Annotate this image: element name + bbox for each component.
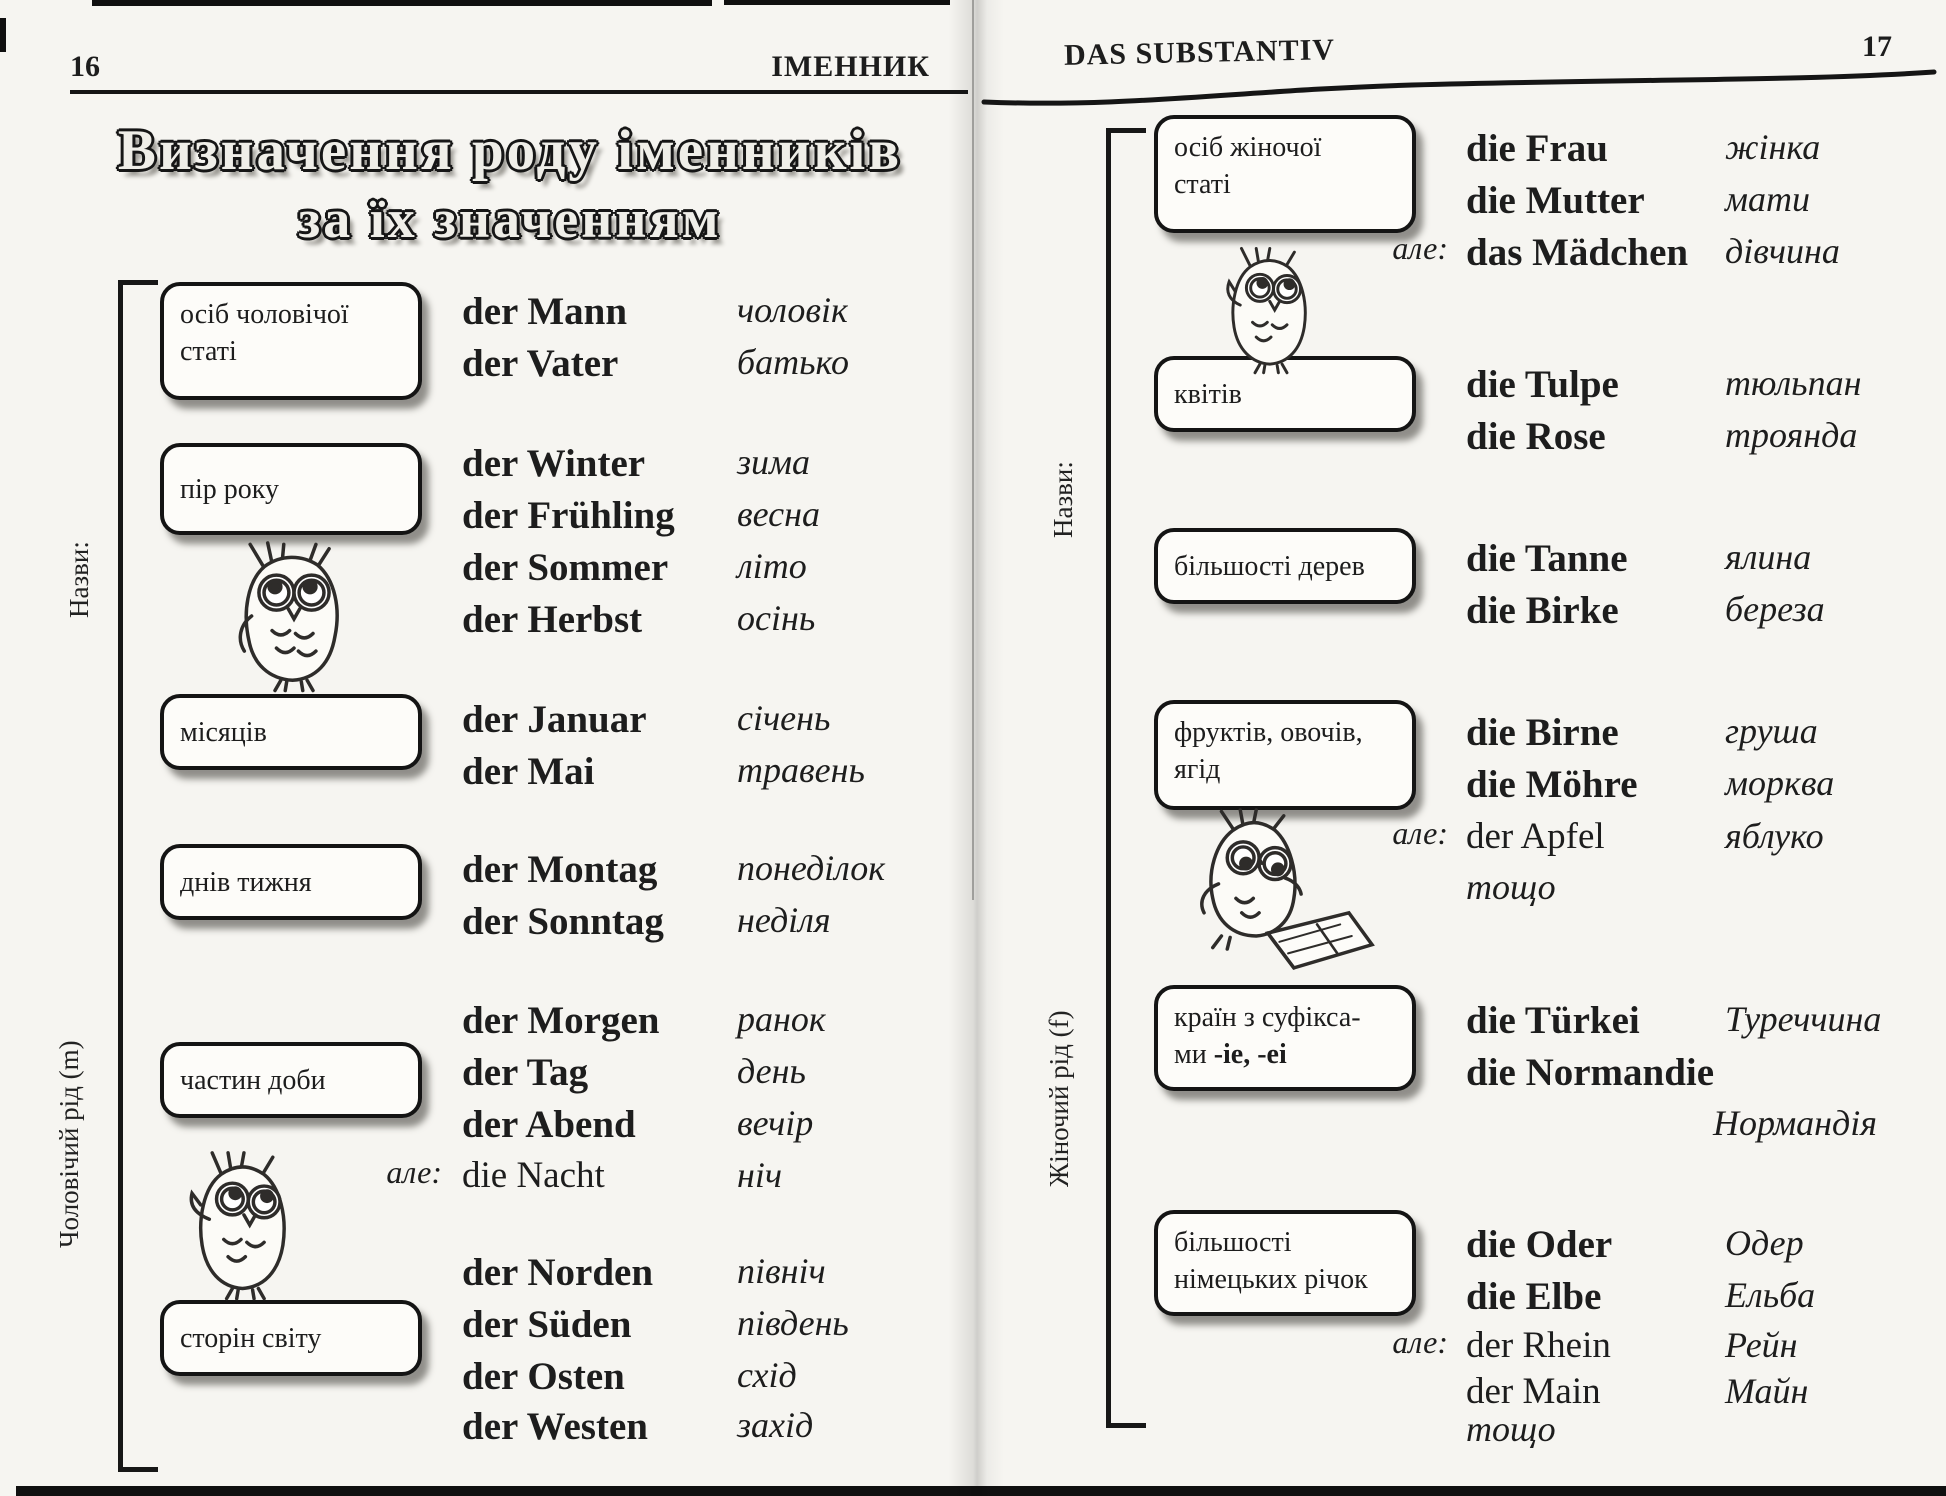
entry-row-exception: але: die Nacht ніч bbox=[462, 1154, 605, 1204]
entry-row: der Main Майн bbox=[1466, 1371, 1809, 1412]
masculine-bracket bbox=[118, 280, 123, 1472]
entry-row: die Elbe Ельба bbox=[1466, 1275, 1816, 1318]
box-label: статі bbox=[180, 336, 237, 367]
box-label: сторін світу bbox=[180, 1323, 322, 1354]
names-label-left: Назви: bbox=[64, 541, 94, 618]
entry-row: die Normandie bbox=[1466, 1051, 1715, 1094]
entry-row: der Westen захід bbox=[462, 1405, 814, 1448]
exception-label: але: bbox=[1392, 230, 1448, 266]
category-box-fruits bbox=[1154, 700, 1416, 810]
entry-row: die Mutter мати bbox=[1466, 179, 1810, 222]
box-label: осіб чоловічої bbox=[180, 299, 349, 330]
entry-row-exception: але: der Rhein Рейн bbox=[1466, 1324, 1611, 1374]
entry-row: die Oder Одер bbox=[1466, 1223, 1804, 1266]
owl-illustration bbox=[175, 1150, 310, 1300]
entry-row: der Frühling весна bbox=[462, 494, 820, 537]
entry-row: die Frau жінка bbox=[1466, 127, 1821, 170]
entry-row: die Tulpe тюльпан bbox=[1466, 363, 1862, 406]
page-number-left: 16 bbox=[70, 50, 100, 83]
exception-label: але: bbox=[386, 1154, 442, 1190]
box-label: ми bbox=[1174, 1039, 1214, 1070]
category-box-trees bbox=[1154, 528, 1416, 604]
box-label: країн з суфікса- bbox=[1174, 1002, 1361, 1033]
entry-row: der Osten схід bbox=[462, 1355, 797, 1398]
box-label: статі bbox=[1174, 169, 1231, 200]
box-label: днів тижня bbox=[180, 867, 312, 898]
page-number-right: 17 bbox=[1862, 30, 1892, 63]
entry-row: der Morgen ранок bbox=[462, 999, 826, 1042]
category-box-seasons bbox=[160, 443, 422, 535]
category-box-female-persons bbox=[1154, 115, 1416, 233]
entry-row: der Tag день bbox=[462, 1051, 806, 1094]
names-label-right: Назви: bbox=[1048, 461, 1078, 538]
box-label: більшості bbox=[1174, 1227, 1292, 1258]
page-title-line1: Визначення роду іменників bbox=[117, 119, 903, 182]
entry-row: der Herbst осінь bbox=[462, 598, 816, 641]
owl-illustration bbox=[1212, 246, 1330, 374]
entry-row: die Birke береза bbox=[1466, 589, 1825, 632]
category-box-countries bbox=[1154, 985, 1416, 1091]
entry-row: der Abend вечір bbox=[462, 1103, 814, 1146]
category-box-daytimes bbox=[160, 1042, 422, 1118]
entry-row: der Vater батько bbox=[462, 342, 849, 385]
scan-edge-top bbox=[92, 0, 712, 6]
scan-edge-top-2 bbox=[724, 0, 950, 5]
gender-label-masculine: Чоловічий рід (m) bbox=[54, 1040, 84, 1248]
header-rule-right bbox=[982, 66, 1938, 110]
owl-reading-illustration bbox=[1178, 808, 1388, 980]
book-spread: 16 ІМЕННИК Визначення роду іменників за їх значенням Назви: Чоловічий рід (m) осіб чоловічої статі пір року місяців днів тижня частин доби сторін світу der Mann чоловік der Vater батько der Winter зима der Frühling весна der Sommer літо der Herbst осінь der Januar січень der Mai травень der Montag понеділок der Sonntag неділя der Morgen ранок der Tag день der Abend вечір але: die Nacht ніч der Norden північ der Süden південь der Osten схід der Westen захід DAS SUBSTANTIV 17 Назви: Жіночий рід (f) осіб жіночої статі квітів більшості дерев фруктів, овочів, ягід країн з суфікса- ми -ie, -ei більшості німецьких річок die Frau жінка die Mutter мати але: das Mädchen дівчина die Tulpe тюльпан die Rose троянда die Tanne ялина die Birke береза die Birne груша die Möhre морква але: der Apfel яблуко тощо die Türkei Туреччина die Normandie Нормандія die Oder Одер die Elbe Ельба але: der Rhein Рейн der Main Майн тощо bbox=[0, 0, 1946, 1496]
category-box-rivers bbox=[1154, 1210, 1416, 1316]
exception-label: але: bbox=[1392, 815, 1448, 851]
entry-row: die Möhre морква bbox=[1466, 763, 1835, 806]
category-box-male-persons bbox=[160, 282, 422, 400]
box-label: місяців bbox=[180, 717, 267, 748]
category-box-months bbox=[160, 694, 422, 770]
scan-edge-left bbox=[0, 18, 6, 52]
entry-row-etc: тощо bbox=[1466, 1409, 1556, 1449]
header-rule-left bbox=[70, 90, 968, 94]
running-head-right: DAS SUBSTANTIV bbox=[1063, 33, 1336, 72]
box-label: ягід bbox=[1174, 754, 1221, 785]
entry-row: der Mai травень bbox=[462, 750, 865, 793]
feminine-bracket-top-tick bbox=[1106, 128, 1146, 133]
box-label: пір року bbox=[180, 474, 279, 505]
category-box-directions bbox=[160, 1300, 422, 1376]
box-label: частин доби bbox=[180, 1065, 326, 1096]
page-title-line2: за їх значенням bbox=[298, 189, 722, 249]
exception-label: але: bbox=[1392, 1324, 1448, 1360]
entry-row: der Sommer літо bbox=[462, 546, 807, 589]
entry-row: der Januar січень bbox=[462, 698, 831, 741]
entry-row: die Birne груша bbox=[1466, 711, 1818, 754]
masculine-bracket-bottom-tick bbox=[118, 1467, 158, 1472]
gender-label-feminine: Жіночий рід (f) bbox=[1044, 1010, 1074, 1187]
category-box-weekdays bbox=[160, 844, 422, 920]
owl-illustration bbox=[228, 540, 360, 692]
feminine-bracket bbox=[1106, 128, 1111, 1428]
box-label: квітів bbox=[1174, 379, 1242, 410]
box-label: німецьких річок bbox=[1174, 1264, 1368, 1295]
masculine-bracket-top-tick bbox=[118, 280, 158, 285]
entry-row: der Mann чоловік bbox=[462, 290, 848, 333]
entry-row: die Türkei Туреччина bbox=[1466, 999, 1882, 1042]
entry-row-etc: тощо bbox=[1466, 867, 1556, 907]
feminine-bracket-bottom-tick bbox=[1106, 1423, 1146, 1428]
box-label-suffixes: -ie, -ei bbox=[1213, 1039, 1287, 1070]
box-label: більшості дерев bbox=[1174, 551, 1365, 582]
entry-row-exception: але: das Mädchen дівчина bbox=[1466, 230, 1688, 280]
box-label: фруктів, овочів, bbox=[1174, 717, 1363, 748]
entry-row: der Norden північ bbox=[462, 1251, 826, 1294]
entry-row: die Rose троянда bbox=[1466, 415, 1858, 458]
entry-row: der Winter зима bbox=[462, 442, 811, 485]
entry-row-exception: але: der Apfel яблуко bbox=[1466, 815, 1605, 865]
entry-row: der Montag понеділок bbox=[462, 848, 886, 891]
entry-row: der Süden південь bbox=[462, 1303, 849, 1346]
entry-row: die Tanne ялина bbox=[1466, 537, 1812, 580]
running-head-left: ІМЕННИК bbox=[771, 50, 930, 83]
entry-row: der Sonntag неділя bbox=[462, 900, 831, 943]
box-label: осіб жіночої bbox=[1174, 132, 1322, 163]
